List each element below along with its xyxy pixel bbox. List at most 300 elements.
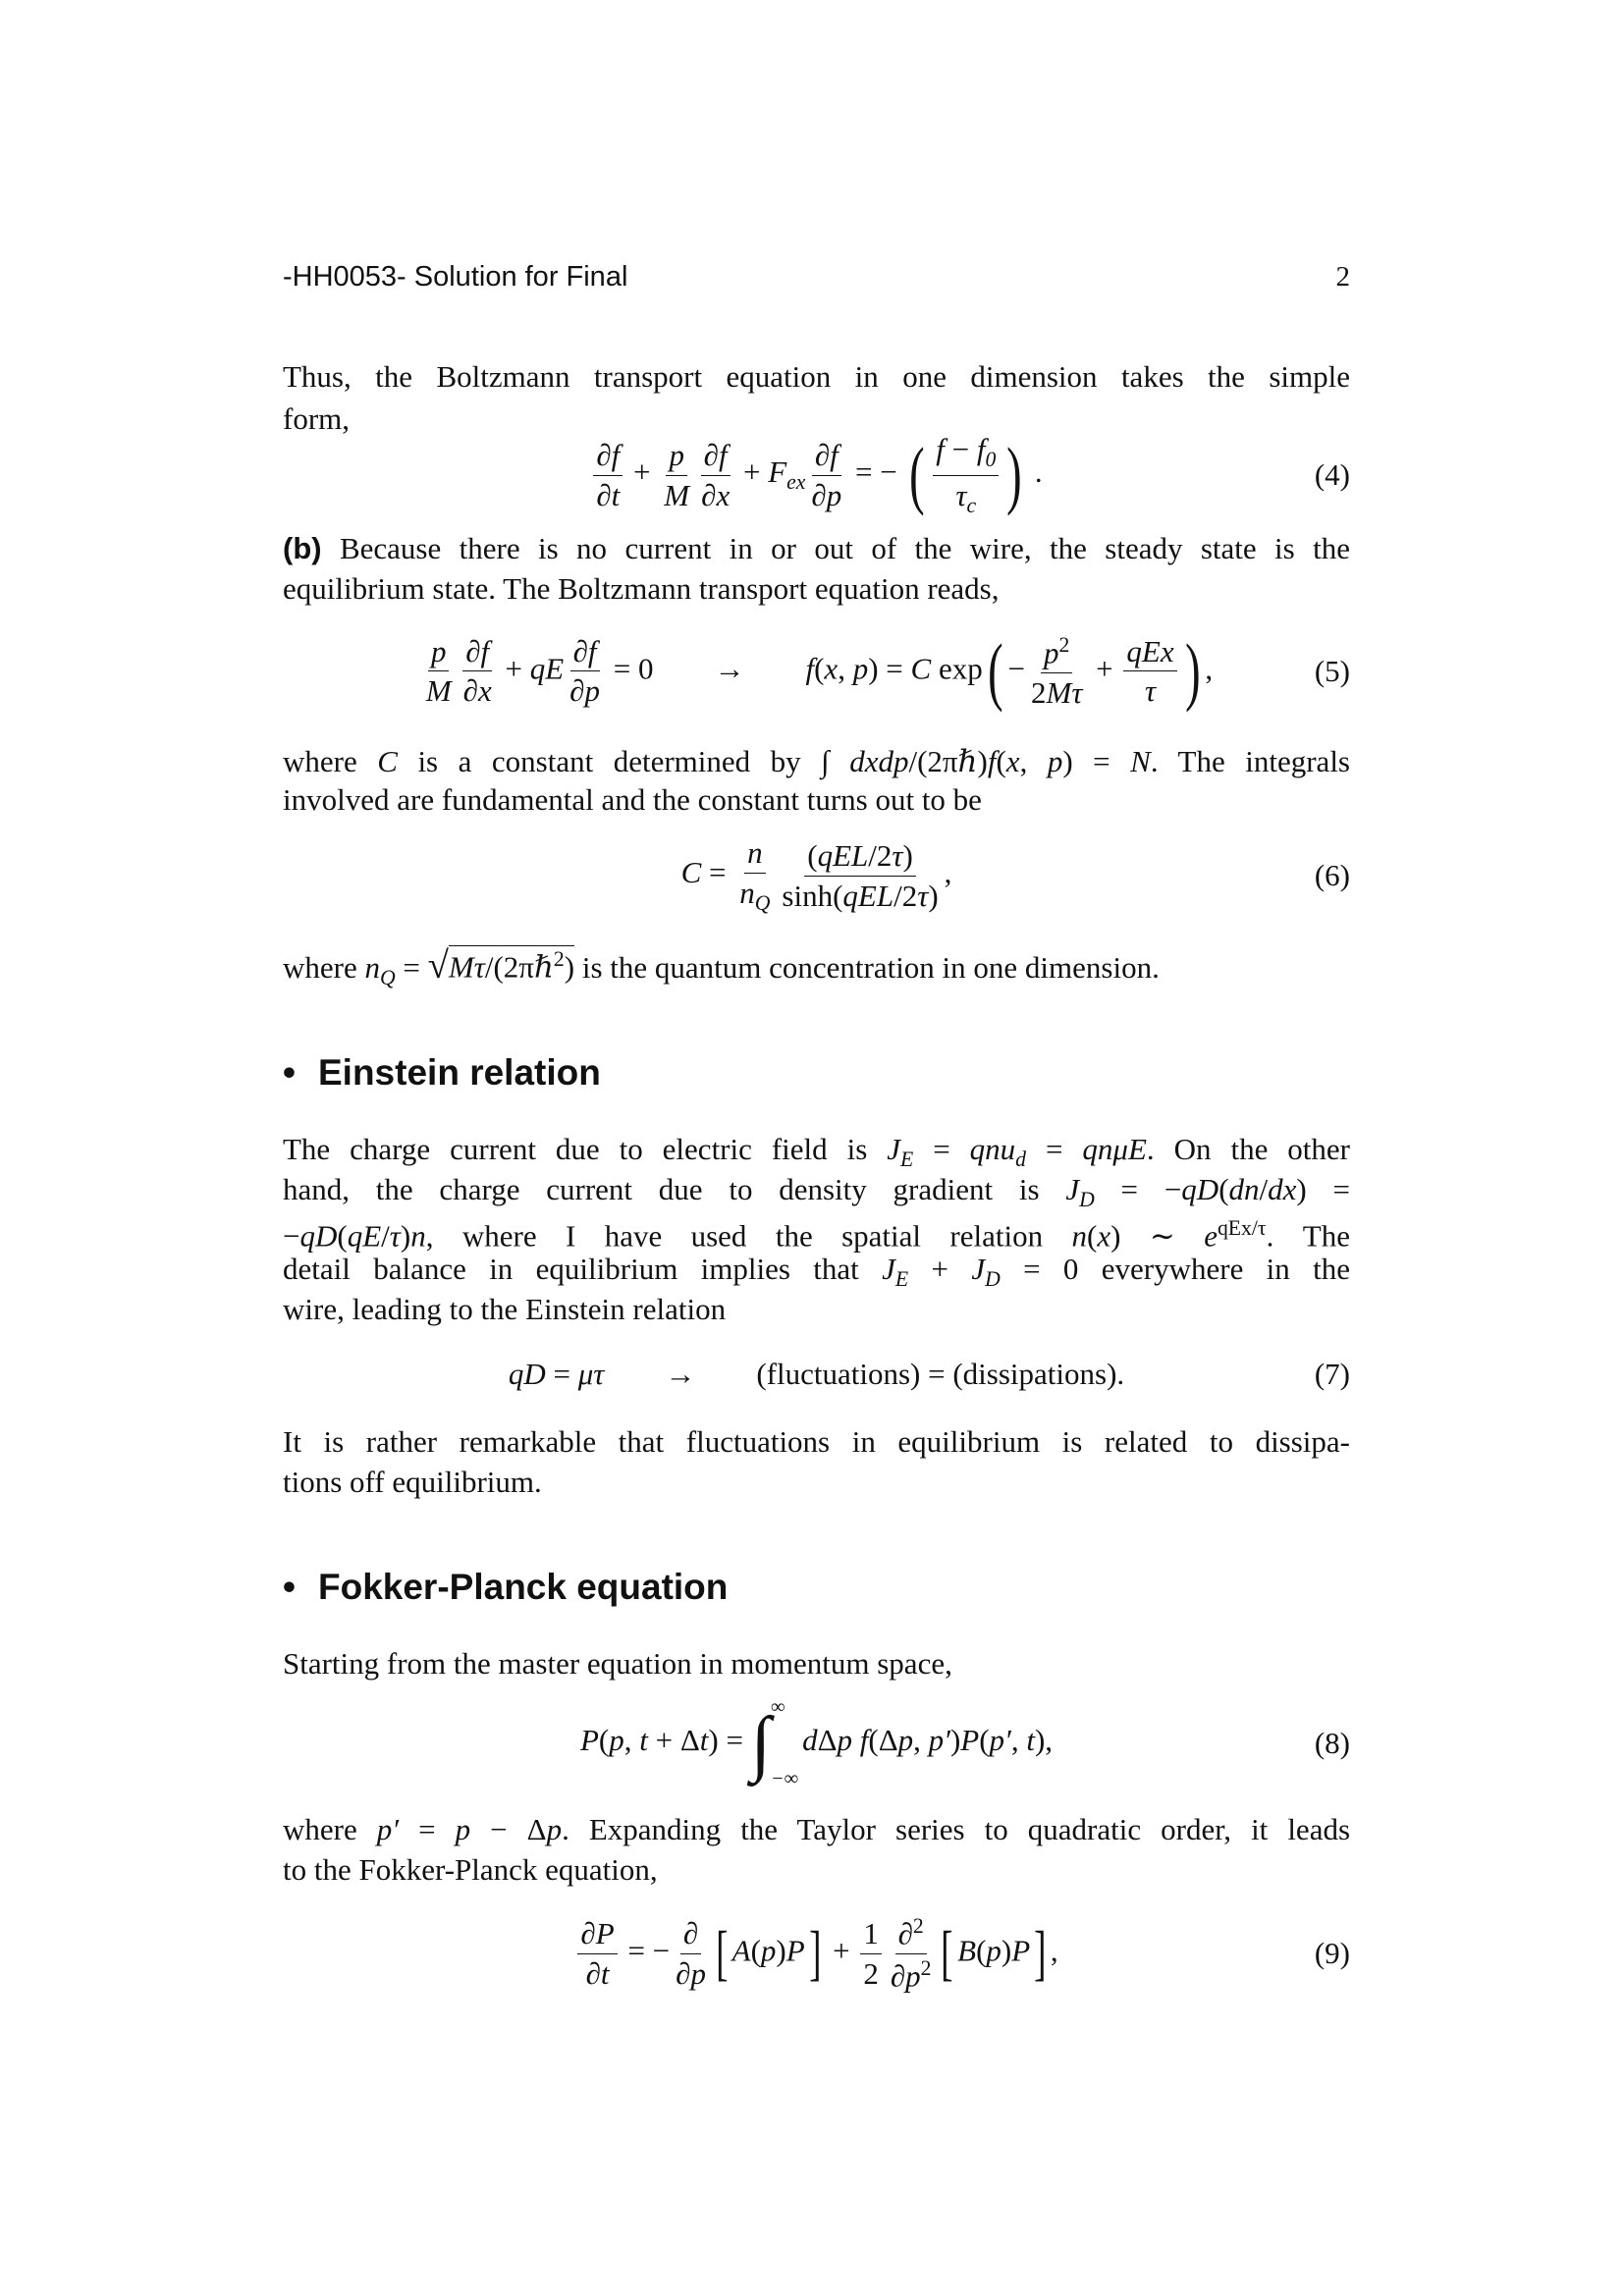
math-symbol: x (1005, 744, 1020, 778)
math-symbol: τ (389, 1218, 401, 1254)
text-run: ∂ (811, 477, 827, 512)
text-run: ∂ (596, 477, 612, 512)
subscript: Q (379, 965, 396, 989)
math-symbol: p (546, 1812, 563, 1846)
text-run: ( (996, 744, 1006, 778)
subscript: E (900, 1148, 914, 1172)
denominator (860, 1954, 882, 1992)
text-run: / (381, 1218, 390, 1254)
text-run: is a constant determined by ∫ (397, 744, 850, 778)
numerator (570, 634, 600, 672)
math-symbol: p (905, 1957, 921, 1993)
math-symbol: p (455, 1812, 471, 1846)
denominator (661, 476, 692, 513)
denominator (423, 671, 455, 709)
text-run: ∂ (701, 477, 717, 512)
big-parenthesis: ( (909, 432, 926, 517)
equation-number: (5) (1314, 654, 1350, 688)
big-parenthesis: ) (1006, 432, 1022, 517)
text-run: ) = (1296, 1172, 1350, 1206)
running-header (283, 257, 1350, 296)
math-symbol: P (595, 1915, 615, 1950)
text-run: + (825, 1933, 858, 1968)
fraction (423, 634, 455, 709)
denominator (779, 877, 941, 914)
big-bracket: ] (1034, 1920, 1047, 1987)
math-symbol: n (739, 875, 755, 910)
text-run: ( (807, 837, 818, 873)
text-run: ( (979, 1723, 990, 1758)
equation-number: (4) (1314, 457, 1350, 492)
math-symbol: P (579, 1723, 599, 1758)
text-run: , (1019, 744, 1048, 778)
math-symbol: p (669, 437, 684, 472)
text-run: → (fluctuations) = (dissipations). (604, 1357, 1125, 1391)
math-symbol: p (1047, 744, 1063, 778)
numerator (860, 1916, 882, 1954)
math-symbol: p (430, 633, 447, 668)
integral (751, 1696, 798, 1790)
text-run: exp (931, 651, 983, 686)
text-run: It is rather remarkable that fluctuations in equilibrium is related to dissipa- (283, 1424, 1350, 1459)
text-line (283, 1129, 1351, 1172)
text-run: /2 (893, 878, 918, 913)
text-line (283, 356, 1350, 397)
text-run: ( (337, 1218, 348, 1254)
text-line (283, 1208, 1350, 1254)
math-symbol: x (824, 651, 839, 686)
denominator (808, 476, 844, 513)
text-run: = (1026, 1132, 1083, 1166)
numerator (744, 835, 766, 874)
text-run: is the quantum concentration in one dimension. (574, 949, 1160, 985)
math-symbol: p′ (928, 1723, 950, 1758)
text-run: 2 (1031, 674, 1047, 710)
fraction (661, 438, 692, 512)
text-run: where (283, 744, 378, 778)
text-line (283, 741, 1350, 781)
fraction (460, 634, 495, 709)
text-run: Thus, the Boltzmann transport equation in one dimension takes the simple (283, 359, 1350, 394)
equation-4 (283, 426, 1350, 524)
upper-limit: ∞ (771, 1696, 785, 1718)
text-run: / (1259, 1172, 1269, 1206)
numerator (1123, 634, 1176, 672)
text-run: = 0 everywhere in the (1000, 1252, 1351, 1286)
math-symbol: qE (529, 651, 565, 686)
heading-text: Einstein relation (318, 1052, 601, 1093)
fraction (593, 438, 623, 512)
math-symbol: N (1130, 744, 1151, 778)
math-symbol: Mτ (448, 949, 485, 985)
math-symbol: τ (917, 878, 929, 913)
math-symbol: x (477, 673, 492, 709)
text-line (283, 1462, 1350, 1502)
text-run: ) (400, 1218, 411, 1254)
equation-8 (283, 1694, 1350, 1792)
text-run: ) (949, 1723, 961, 1758)
text-run: = (395, 949, 428, 985)
numerator (593, 438, 623, 476)
numerator (895, 1914, 927, 1954)
superscript: 2 (553, 947, 565, 971)
text-run: Starting from the master equation in momentum space, (283, 1646, 952, 1681)
radical-sign-icon: √ (427, 943, 449, 987)
equation-body (574, 1914, 1057, 1994)
denominator (698, 476, 732, 513)
text-run: − (283, 1218, 300, 1254)
text-run: ) = (708, 1723, 751, 1758)
text-run: ) ∼ (1110, 1218, 1205, 1254)
big-bracket: [ (941, 1920, 954, 1987)
text-run: ( (1218, 1172, 1229, 1206)
text-run: , (1205, 651, 1214, 686)
equation-body (420, 628, 1214, 714)
text-run: ∂ (890, 1957, 906, 1993)
equation-body (590, 432, 1042, 517)
math-symbol: qnu (969, 1132, 1016, 1166)
text-run: ), (1034, 1723, 1054, 1758)
math-symbol: p′ (989, 1723, 1011, 1758)
text-run: where (283, 1812, 377, 1846)
math-symbol: F (768, 454, 787, 490)
text-run: ∂ (596, 437, 612, 472)
text-run: − (1007, 651, 1025, 686)
fraction (673, 1916, 709, 1991)
integral-limits (771, 1696, 798, 1790)
document-title: -HH0053- Solution for Final (283, 261, 628, 293)
math-symbol: n (1071, 1218, 1087, 1254)
equation-body (580, 1696, 1053, 1790)
fraction (1028, 633, 1085, 711)
fraction (779, 838, 941, 913)
equation-7 (283, 1325, 1350, 1423)
text-run: ( (598, 1723, 610, 1758)
math-symbol: M (425, 673, 452, 709)
fraction (860, 1916, 882, 1991)
text-run: to the Fokker-Planck equation, (283, 1852, 658, 1887)
text-run: ∂ (580, 1915, 596, 1950)
math-symbol: p (584, 673, 600, 709)
subscript: E (894, 1267, 909, 1292)
lower-limit: −∞ (771, 1768, 799, 1789)
math-symbol: J (882, 1252, 895, 1286)
text-line (283, 1169, 1350, 1212)
math-symbol: x (1097, 1218, 1111, 1254)
superscript: 2 (920, 1955, 932, 1980)
denominator (593, 476, 623, 513)
text-run: 2 (863, 1955, 879, 1991)
math-symbol: n (410, 1218, 426, 1254)
equation-number: (6) (1314, 858, 1350, 892)
numerator (933, 432, 999, 475)
text-run: + Δ (647, 1723, 700, 1758)
math-symbol: f (611, 437, 621, 472)
text-run: ∂ (676, 1955, 691, 1991)
text-run: ) (1001, 1933, 1012, 1968)
text-run: − Δ (470, 1812, 547, 1846)
text-run: ) (902, 837, 913, 873)
text-run: , (913, 1723, 929, 1758)
subscript: D (1079, 1188, 1095, 1212)
math-symbol: Mτ (1046, 674, 1083, 710)
fraction (567, 634, 603, 709)
math-symbol: f (987, 744, 997, 778)
fraction (736, 835, 773, 916)
math-symbol: p (609, 1723, 624, 1758)
math-symbol: ℏ (533, 949, 554, 985)
text-run: equilibrium state. The Boltzmann transport equation reads, (283, 571, 1000, 606)
math-symbol: t (600, 1955, 610, 1991)
denominator (673, 1954, 709, 1992)
superscript: qEx/τ (1217, 1216, 1267, 1240)
text-run: form, (283, 401, 351, 436)
math-symbol: A (731, 1933, 751, 1968)
text-run: ) (977, 744, 988, 778)
text-run: ∂ (897, 1915, 913, 1950)
text-run: ) = (868, 651, 911, 686)
text-run: The charge current due to electric field is (283, 1132, 888, 1166)
math-symbol: t (639, 1723, 648, 1758)
numerator (428, 634, 450, 672)
text-line (283, 568, 1350, 609)
text-run: where (283, 949, 365, 985)
numerator (462, 634, 492, 672)
text-run: ∂ (569, 673, 585, 709)
equation-number: (8) (1314, 1726, 1350, 1760)
text-run: involved are fundamental and the constant turns out to be (283, 782, 982, 817)
math-symbol: P (960, 1723, 980, 1758)
section-heading-fokker-planck (283, 1565, 1350, 1610)
bullet-icon: • (283, 1052, 296, 1093)
subscript: ex (786, 470, 806, 495)
text-run: detail balance in equilibrium implies that (283, 1252, 883, 1286)
numerator (812, 438, 841, 476)
numerator (666, 438, 687, 476)
math-symbol: p (760, 1933, 777, 1968)
text-run: = (399, 1812, 456, 1846)
text-run: = (913, 1132, 970, 1166)
text-run: , (623, 1723, 640, 1758)
math-symbol: n (747, 835, 763, 871)
text-run: 1 (863, 1915, 879, 1950)
math-symbol: dxdp (849, 744, 909, 778)
denominator (567, 671, 603, 709)
text-run: ∂ (703, 437, 719, 472)
text-run: Δ (817, 1723, 838, 1758)
text-run: , (1010, 1723, 1027, 1758)
text-run: ∂ (465, 633, 481, 668)
equation-body (681, 835, 952, 916)
radicand (449, 945, 574, 986)
subscript: d (1015, 1148, 1027, 1172)
text-run: . The (1266, 1218, 1350, 1254)
square-root (428, 945, 574, 986)
math-symbol: qEL (817, 837, 869, 873)
math-symbol: p (690, 1955, 706, 1991)
text-run: ) (928, 878, 939, 913)
math-symbol: f (976, 432, 986, 467)
text-run: sinh( (782, 878, 843, 913)
fraction (933, 432, 999, 517)
math-symbol: J (971, 1252, 986, 1286)
text-run: = − (620, 1933, 671, 1968)
big-bracket: [ (716, 1920, 729, 1987)
subscript: D (985, 1267, 1001, 1292)
text-line (283, 779, 1350, 820)
text-run: . The integrals (1150, 744, 1350, 778)
math-symbol: P (785, 1933, 805, 1968)
math-symbol: τ (955, 477, 967, 512)
subscript: 0 (985, 448, 997, 472)
math-symbol: f (587, 633, 597, 668)
text-run: . On the other (1146, 1132, 1351, 1166)
math-symbol: qEL (842, 878, 894, 913)
text-run: ) (564, 949, 575, 985)
text-run: = 0 → (605, 651, 806, 686)
big-parenthesis: ( (987, 628, 1003, 714)
math-symbol: f (830, 437, 839, 472)
denominator (736, 874, 773, 916)
text-run: ( (814, 651, 825, 686)
equation-body (509, 1357, 1124, 1392)
math-symbol: d (802, 1723, 818, 1758)
math-symbol: μτ (577, 1357, 605, 1391)
math-symbol: t (699, 1723, 709, 1758)
text-run: ) (776, 1933, 786, 1968)
text-run: + (908, 1252, 972, 1286)
denominator (1028, 673, 1085, 711)
text-line (283, 1289, 1350, 1329)
math-symbol: f (805, 651, 815, 686)
equation-9 (283, 1904, 1350, 2002)
math-symbol: t (1026, 1723, 1035, 1758)
math-symbol: B (957, 1933, 977, 1968)
text-run: = (701, 855, 734, 890)
text-line (283, 943, 1350, 989)
subscript: c (966, 493, 977, 517)
text-run: ( (750, 1933, 761, 1968)
denominator (952, 476, 979, 518)
text-run: ∂ (814, 437, 831, 472)
text-run: , (838, 651, 853, 686)
numerator (804, 838, 916, 877)
math-symbol: J (1065, 1172, 1080, 1206)
fraction (698, 438, 732, 512)
equation-number: (9) (1314, 1936, 1350, 1970)
math-symbol: t (611, 477, 621, 512)
integral-sign-icon: ∫ (750, 1702, 772, 1784)
text-run: ( (1087, 1218, 1098, 1254)
math-symbol: f (936, 432, 945, 467)
text-run: Because there is no current in or out of the wire, the steady state is the (321, 531, 1350, 565)
big-bracket: ] (808, 1920, 822, 1987)
math-symbol: τ (1144, 673, 1157, 709)
text-line (283, 1249, 1351, 1292)
big-parenthesis: ) (1184, 628, 1201, 714)
text-line (283, 1809, 1350, 1849)
text-run: , where I have used the spatial relation (425, 1218, 1072, 1254)
text-run: tions off equilibrium. (283, 1465, 542, 1499)
text-line (283, 1421, 1350, 1462)
text-run: ∂ (462, 673, 478, 709)
numerator (701, 438, 731, 476)
text-run: + (1088, 651, 1121, 686)
denominator (888, 1954, 935, 1994)
text-run: /(2π (908, 744, 958, 778)
text-run: = − (1094, 1172, 1182, 1206)
fraction (577, 1916, 617, 1991)
fraction (1123, 634, 1176, 709)
equation-number: (7) (1314, 1357, 1350, 1391)
text-run: = − (847, 454, 905, 490)
section-heading-einstein (283, 1050, 1350, 1095)
math-symbol: p (897, 1723, 914, 1758)
text-run: ) = (1062, 744, 1131, 778)
text-run: . (1027, 454, 1043, 490)
math-symbol: qE (347, 1218, 382, 1254)
denominator (583, 1954, 613, 1992)
math-symbol: dn (1228, 1172, 1260, 1206)
text-run: ( (976, 1933, 987, 1968)
math-symbol: M (664, 477, 690, 512)
math-symbol: p (852, 651, 869, 686)
text-run: /(2π (484, 949, 534, 985)
text-run: ∂ (585, 1955, 601, 1991)
text-run: . Expanding the Taylor series to quadratic order, it leads (562, 1812, 1351, 1846)
equation-6 (283, 827, 1350, 925)
fraction (888, 1914, 935, 1994)
math-symbol: f (719, 437, 728, 472)
text-run: , (944, 855, 952, 890)
text-run: wire, leading to the Einstein relation (283, 1292, 727, 1326)
math-symbol: p f (837, 1723, 869, 1758)
numerator (577, 1916, 617, 1954)
math-symbol: C (910, 651, 932, 686)
text-run: hand, the charge current due to density gradient is (283, 1172, 1066, 1206)
math-symbol: x (716, 477, 731, 512)
math-symbol: qD (299, 1218, 338, 1254)
math-symbol: qD (508, 1357, 546, 1391)
math-symbol: p (986, 1933, 1001, 1968)
text-run: ∂ (572, 633, 588, 668)
text-run: /2 (868, 837, 893, 873)
superscript: 2 (1058, 632, 1070, 657)
math-symbol: J (887, 1132, 901, 1166)
math-symbol: p (826, 477, 842, 512)
text-line (283, 1643, 1350, 1683)
math-symbol: p (1044, 635, 1059, 670)
denominator (1142, 671, 1159, 709)
math-symbol: C (377, 744, 398, 778)
text-run: + (735, 454, 769, 490)
math-symbol: dx (1268, 1172, 1297, 1206)
superscript: 2 (912, 1913, 924, 1938)
math-symbol: e (1204, 1218, 1218, 1254)
math-symbol: f (480, 633, 490, 668)
math-symbol: qnμE (1082, 1132, 1147, 1166)
part-label: (b) (283, 531, 322, 565)
math-symbol: C (680, 855, 702, 890)
math-symbol: qD (1181, 1172, 1219, 1206)
text-line (283, 1849, 1350, 1890)
text-run: = (545, 1357, 578, 1391)
text-run: (Δ (868, 1723, 898, 1758)
text-run: + (497, 651, 530, 686)
math-symbol: τ (892, 837, 903, 873)
math-symbol: n (364, 949, 380, 985)
math-symbol: qEx (1126, 633, 1174, 668)
